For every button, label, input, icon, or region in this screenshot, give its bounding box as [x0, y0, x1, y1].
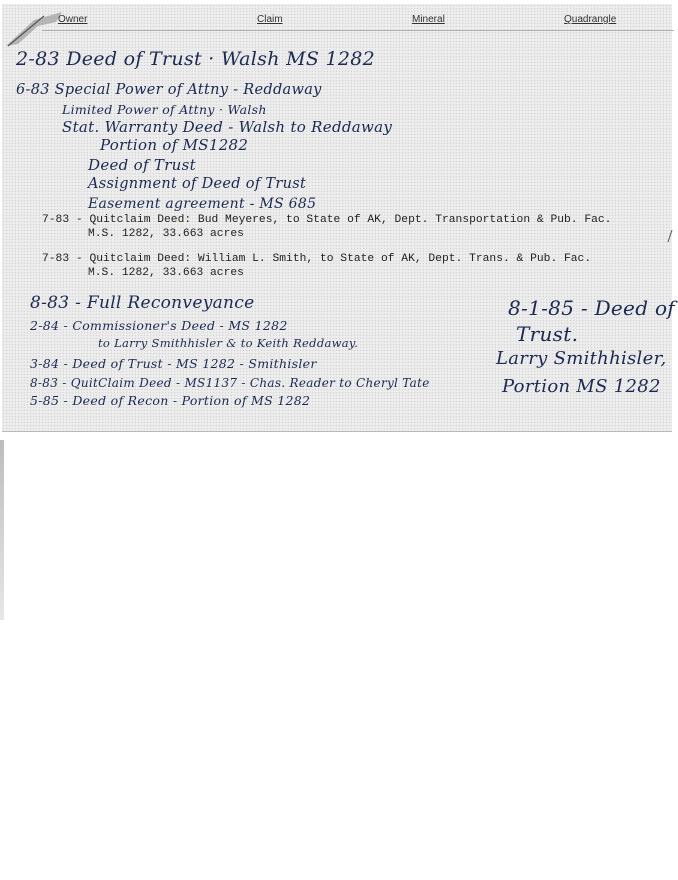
side-note-line-4: Portion MS 1282	[502, 376, 661, 397]
entry-easement-agreement: Easement agreement - MS 685	[88, 196, 317, 212]
entry-5-85-deed-of-recon: 5-85 - Deed of Recon - Portion of MS 1282	[30, 393, 311, 408]
typed-entry-1-line-1: 7-83 - Quitclaim Deed: Bud Meyeres, to State of AK, Dept. Transportation & Pub. Fac.	[42, 214, 612, 226]
entry-2-84-commissioners-deed: 2-84 - Commissioner's Deed - MS 1282	[30, 318, 288, 333]
header-rule	[42, 30, 674, 31]
entry-6-83-special-power: 6-83 Special Power of Attny - Reddaway	[16, 82, 322, 98]
header-mineral: Mineral	[412, 14, 445, 25]
header-quadrangle: Quadrangle	[564, 14, 617, 25]
typed-entry-2-line-1: 7-83 - Quitclaim Deed: William L. Smith, to State of AK, Dept. Trans. & Pub. Fac.	[42, 253, 592, 265]
card-corner-mark	[4, 6, 94, 48]
entry-to-smithhisler-reddaway: to Larry Smithhisler & to Keith Reddaway.	[98, 336, 359, 350]
stray-pen-mark	[666, 229, 674, 243]
entry-8-83-full-reconveyance: 8-83 - Full Reconveyance	[30, 293, 255, 313]
entry-portion-ms1282: Portion of MS1282	[100, 136, 249, 154]
side-annotation	[496, 296, 674, 408]
side-note-line-3: Larry Smithhisler,	[496, 348, 667, 369]
header-claim: Claim	[257, 14, 283, 25]
property-index-card	[2, 4, 675, 432]
side-note-line-1: 8-1-85 - Deed of	[508, 296, 675, 320]
header-owner: Owner	[58, 14, 88, 25]
entry-deed-of-trust: Deed of Trust	[88, 156, 196, 174]
typed-entry-1-line-2: M.S. 1282, 33.663 acres	[88, 228, 244, 240]
typed-entry-2-line-2: M.S. 1282, 33.663 acres	[88, 267, 244, 279]
entry-stat-warranty-deed: Stat. Warranty Deed - Walsh to Reddaway	[62, 118, 393, 136]
entry-2-83-deed-of-trust: 2-83 Deed of Trust · Walsh MS 1282	[16, 48, 376, 70]
scan-edge-shadow	[0, 440, 4, 620]
side-note-line-2: Trust.	[516, 322, 579, 346]
entry-8-83-quitclaim-deed: 8-83 - QuitClaim Deed - MS1137 - Chas. Reader to Cheryl Tate	[30, 376, 430, 390]
entry-3-84-deed-of-trust: 3-84 - Deed of Trust - MS 1282 - Smithisler	[30, 356, 317, 371]
entry-assignment-deed-of-trust: Assignment of Deed of Trust	[88, 176, 307, 192]
entry-limited-power: Limited Power of Attny · Walsh	[62, 102, 267, 117]
